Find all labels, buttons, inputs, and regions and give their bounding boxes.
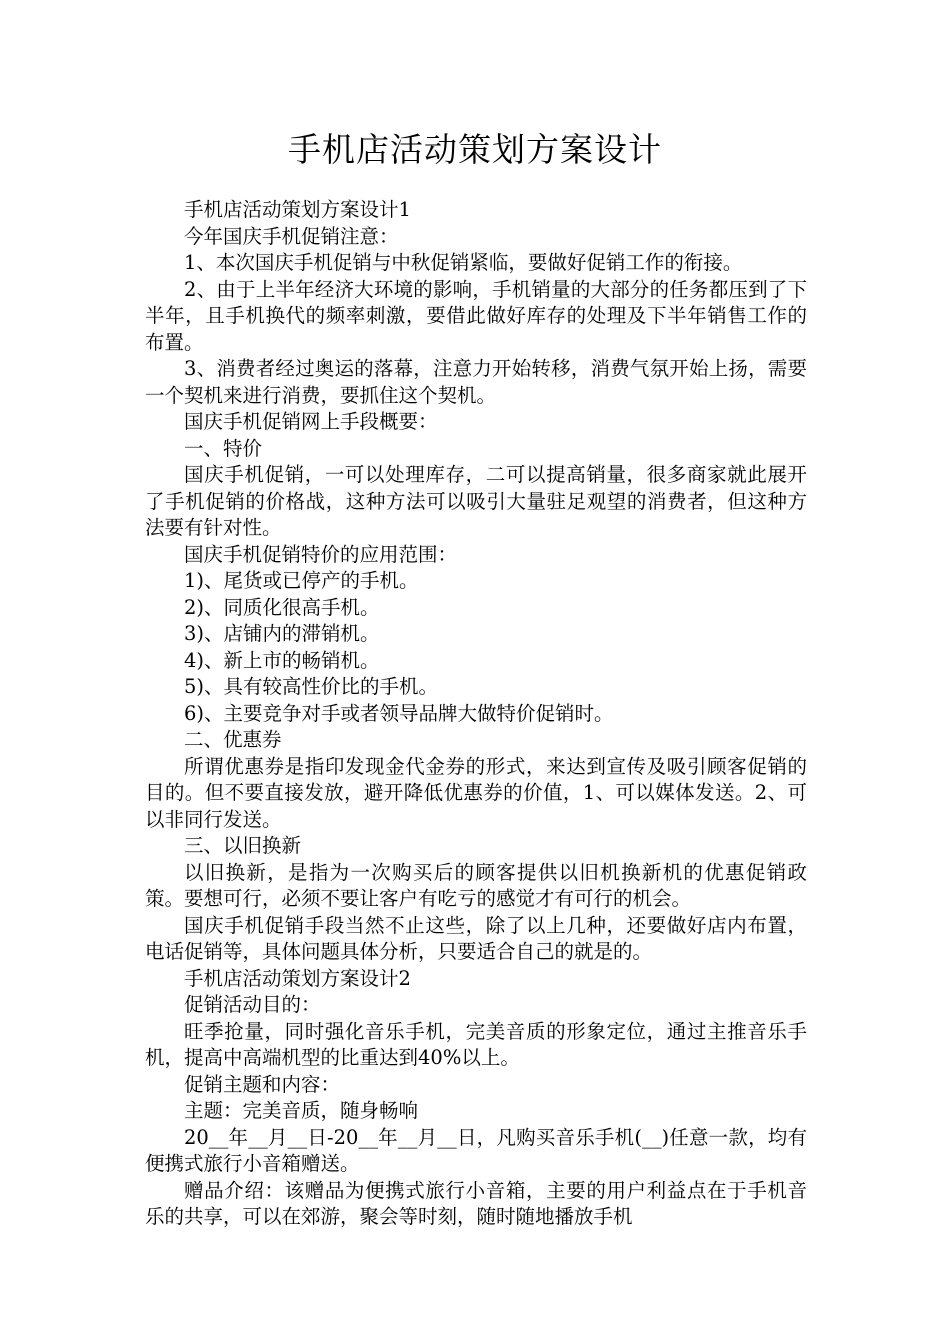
paragraph: 3、消费者经过奥运的落幕，注意力开始转移，消费气氛开始上扬，需要一个契机来进行消费，要抓住这个契机。 [145, 357, 807, 407]
paragraph: 促销主题和内容： [184, 1072, 341, 1096]
paragraph: 手机店活动策划方案设计2 [184, 966, 411, 990]
document-body [145, 197, 807, 1231]
paragraph: 6)、主要竞争对手或者领导品牌大做特价促销时。 [184, 701, 614, 725]
paragraph: 二、优惠券 [184, 728, 282, 751]
paragraph: 4)、新上市的畅销机。 [184, 648, 380, 672]
paragraph: 国庆手机促销，一可以处理库存，二可以提高销量，很多商家就此展开了手机促销的价格战，这种方法可以吸引大量驻足观望的消费者，但这种方法要有针对性。 [145, 463, 807, 539]
paragraph: 今年国庆手机促销注意： [184, 224, 399, 248]
paragraph: 2、由于上半年经济大环境的影响，手机销量的大部分的任务都压到了下半年，且手机换代的频率刺激，要借此做好库存的处理及下半年销售工作的布置。 [145, 277, 807, 354]
paragraph: 5)、具有较高性价比的手机。 [184, 675, 439, 698]
paragraph: 赠品介绍：该赠品为便携式旅行小音箱，主要的用户利益点在于手机音乐的共享，可以在郊游，聚会等时刻，随时随地播放手机 [145, 1178, 807, 1228]
paragraph: 国庆手机促销网上手段概要： [184, 410, 438, 433]
paragraph: 三、以旧换新 [184, 834, 302, 857]
paragraph: 1)、尾货或已停产的手机。 [184, 569, 419, 592]
paragraph: 1、本次国庆手机促销与中秋促销紧临，要做好促销工作的衔接。 [184, 251, 743, 274]
paragraph: 2)、同质化很高手机。 [184, 595, 380, 619]
paragraph: 20__年__月__日-20__年__月__日，凡购买音乐手机(__)任意一款，均有便携式旅行小音箱赠送。 [145, 1125, 807, 1175]
paragraph: 国庆手机促销手段当然不止这些，除了以上几种，还要做好店内布置，电话促销等，具体问题具体分析，只要适合自己的就是的。 [145, 913, 807, 963]
paragraph: 国庆手机促销特价的应用范围： [184, 542, 458, 566]
paragraph: 旺季抢量，同时强化音乐手机，完美音质的形象定位，通过主推音乐手机，提高中高端机型的比重达到40%以上。 [145, 1019, 807, 1069]
paragraph: 以旧换新，是指为一次购买后的顾客提供以旧机换新机的优惠促销政策。要想可行，必须不要让客户有吃亏的感觉才有可行的机会。 [145, 860, 807, 910]
paragraph: 手机店活动策划方案设计1 [184, 198, 411, 221]
paragraph: 所谓优惠券是指印发现金代金券的形式，来达到宣传及吸引顾客促销的目的。但不要直接发放，避开降低优惠券的价值，1、可以媒体发送。2、可以非同行发送。 [145, 754, 807, 831]
paragraph: 一、特价 [184, 436, 263, 460]
document-title: 手机店活动策划方案设计 [288, 130, 662, 169]
paragraph: 主题：完美音质，随身畅响 [184, 1099, 419, 1122]
paragraph: 促销活动目的： [184, 993, 321, 1016]
paragraph: 3)、店铺内的滞销机。 [184, 622, 380, 645]
